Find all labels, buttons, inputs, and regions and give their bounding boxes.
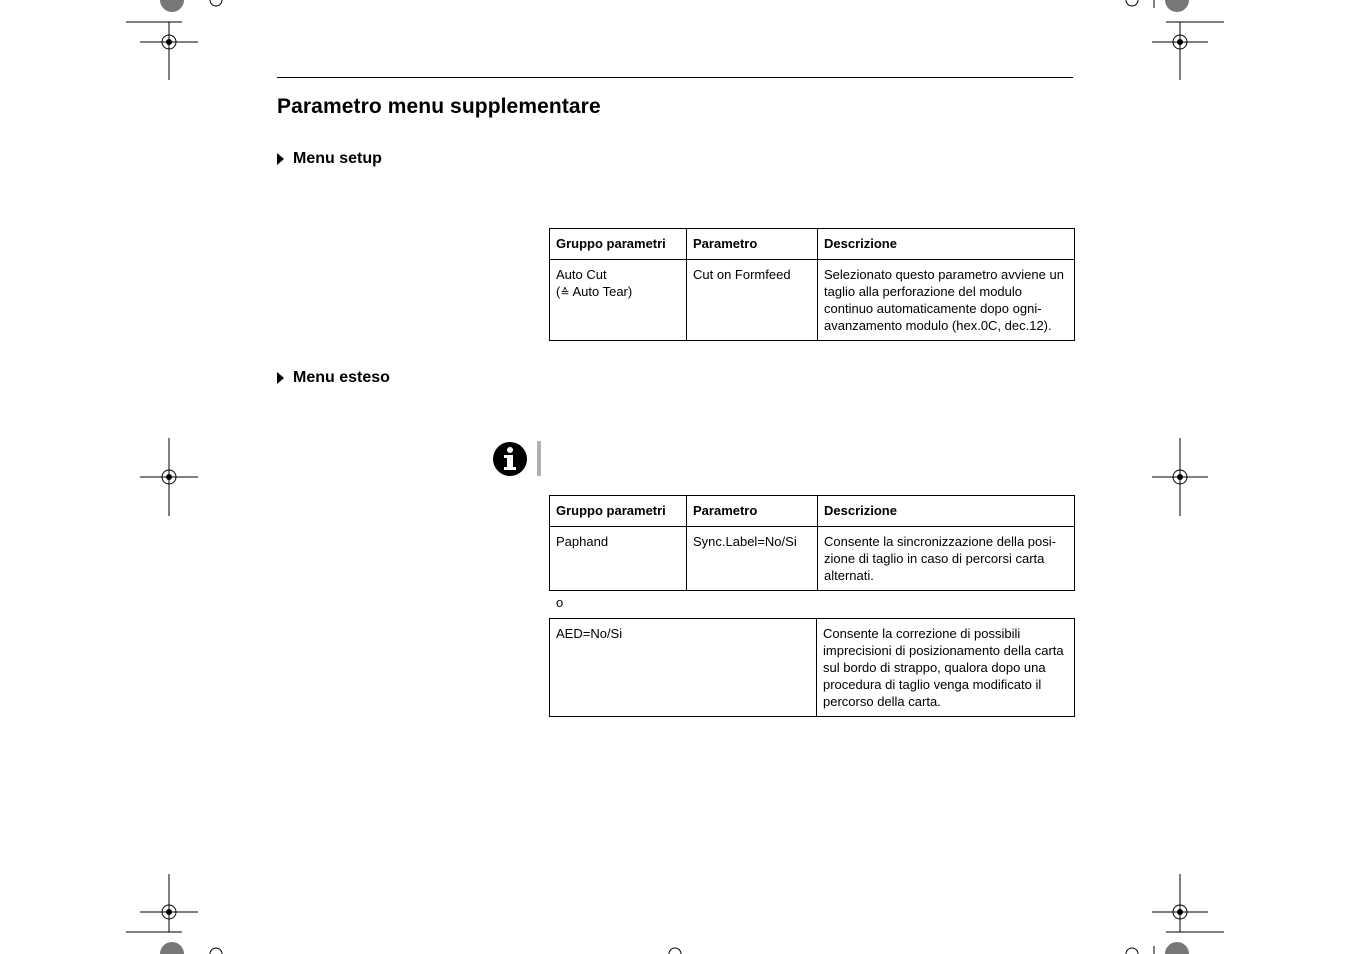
cell-description: Selezionato questo parametro avviene un taglio alla perforazione del modulo continuo automaticamente dopo ogniavanzamento modulo (hex.0C, dec.12). xyxy=(818,260,1075,341)
table-row xyxy=(550,619,1075,717)
cell-description: Consente la correzione di possibili imprecisioni di posizionamento della carta sul bordo di strappo, qualora dopo una procedura di taglio venga modificato il percorso della carta. xyxy=(817,619,1075,717)
group-alias xyxy=(556,283,680,302)
table-row xyxy=(550,260,1075,341)
setup-parameter-table xyxy=(549,228,1075,341)
triangle-right-icon xyxy=(277,153,284,165)
or-separator: o xyxy=(556,595,564,610)
cell-parameter: Cut on Formfeed xyxy=(687,260,818,341)
table-header-row xyxy=(550,496,1075,527)
paper-tear-icon: ≙ xyxy=(560,287,570,299)
header-rule xyxy=(277,77,1073,78)
note-bar xyxy=(537,441,541,476)
table-header-row xyxy=(550,229,1075,260)
column-header-group: Gruppo parametri xyxy=(550,229,687,260)
extended-parameter-table xyxy=(549,495,1075,591)
column-header-description: Descrizione xyxy=(818,229,1075,260)
cell-parameter: Sync.Label=No/Si xyxy=(687,527,818,591)
group-alias-prefix: ( xyxy=(556,284,561,299)
triangle-right-icon xyxy=(277,372,284,384)
table-row xyxy=(550,527,1075,591)
section-heading-setup xyxy=(277,150,382,168)
column-header-description: Descrizione xyxy=(818,496,1075,527)
section-heading-extended xyxy=(277,369,390,387)
column-header-group: Gruppo parametri xyxy=(550,496,687,527)
section-heading-extended-label: Menu esteso xyxy=(293,369,390,386)
section-heading-setup-label: Menu setup xyxy=(293,150,382,167)
extended-alternative-table xyxy=(549,618,1075,717)
cell-parameter: AED=No/Si xyxy=(550,619,817,717)
cell-group: Paphand xyxy=(550,527,687,591)
cell-group xyxy=(550,260,687,341)
group-alias-label: Auto Tear) xyxy=(572,284,633,299)
column-header-parameter: Parametro xyxy=(687,229,818,260)
cell-description: Consente la sincronizzazione della posizione di taglio in caso di percorsi carta alternati. xyxy=(818,527,1075,591)
column-header-parameter: Parametro xyxy=(687,496,818,527)
info-icon xyxy=(492,441,528,477)
page-title: Parametro menu supplementare xyxy=(277,95,601,118)
group-name: Auto Cut xyxy=(556,267,607,282)
